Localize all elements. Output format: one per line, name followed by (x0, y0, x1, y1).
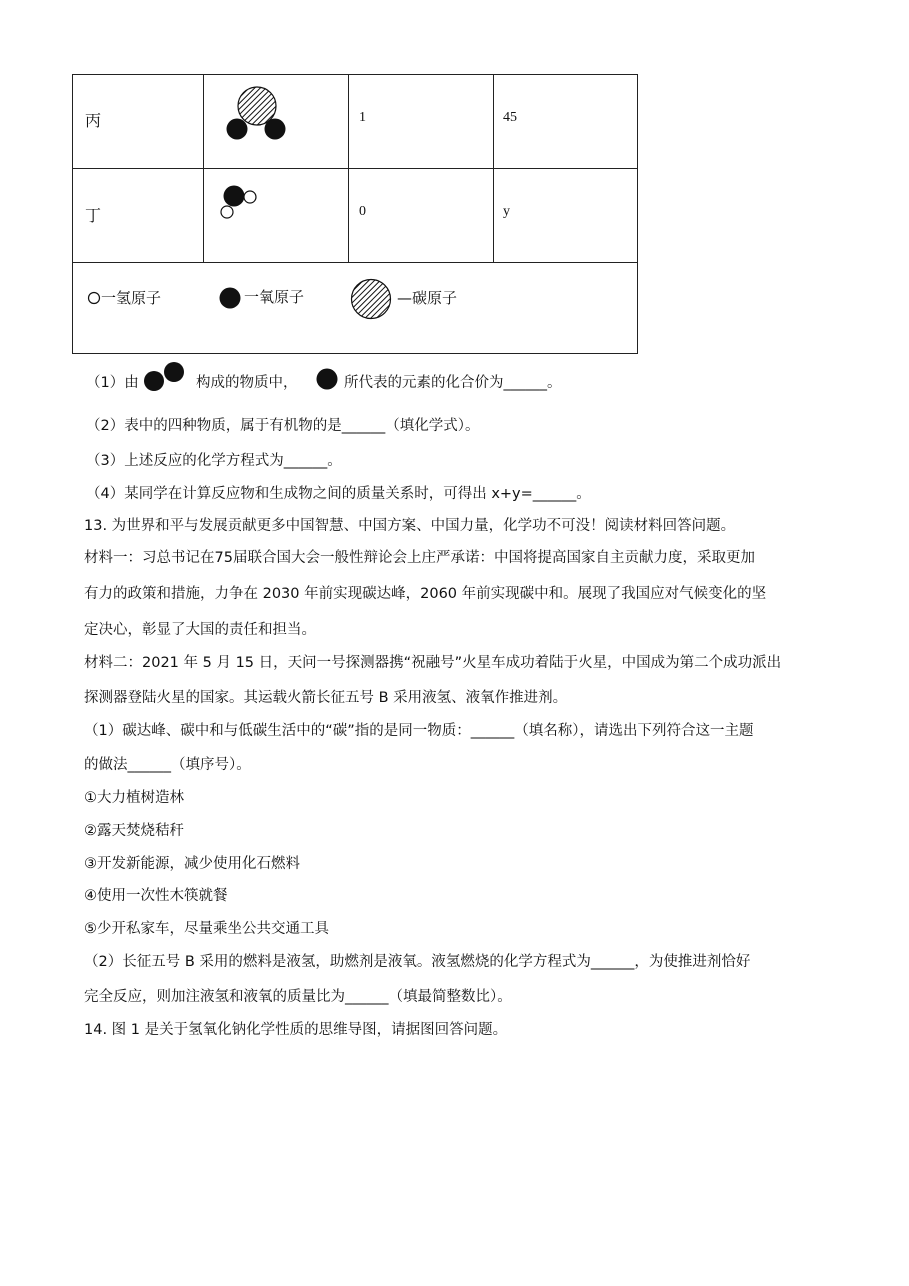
row-name-bing: 丙 (85, 111, 102, 130)
carbon-atom-icon (349, 277, 393, 321)
table-row-divider (73, 262, 637, 263)
q13-sub2-line1: （2）长征五号 B 采用的燃料是液氢，助燃剂是液氧。液氢燃烧的化学方程式为______，为使推进剂恰好 (84, 954, 751, 970)
legend-carbon: —碳原子 (397, 289, 458, 307)
row-bing-col4: 45 (503, 110, 517, 125)
q13-sub1-line2: 的做法______（填序号）。 (84, 757, 251, 773)
q12-part3: （3）上述反应的化学方程式为______。 (86, 453, 342, 469)
q14-title: 14. 图 1 是关于氢氧化钠化学性质的思维导图，请据图回答问题。 (84, 1022, 508, 1038)
oxygen-molecule-icon (143, 360, 187, 394)
oxygen-atom-inline-icon (316, 368, 340, 392)
row-bing-col3: 1 (359, 110, 366, 125)
q12-part1-suffix: 所代表的元素的化合价为______。 (344, 375, 562, 391)
row-ding-col3: 0 (359, 204, 366, 219)
oxygen-atom-icon (218, 286, 242, 310)
legend-hydrogen: 一氢原子 (101, 289, 162, 307)
q12-part1-prefix: （1）由 (86, 375, 139, 391)
table-col-divider (348, 75, 349, 262)
q13-material1-line1: 材料一：习总书记在75届联合国大会一般性辩论会上庄严承诺：中国将提高国家自主贡献力度，采取更加 (84, 550, 755, 566)
q13-option-4: ④使用一次性木筷就餐 (84, 888, 228, 904)
table-row-divider (73, 168, 637, 169)
q13-title: 13. 为世界和平与发展贡献更多中国智慧、中国方案、中国力量，化学功不可没！阅读材料回答问题。 (84, 518, 736, 534)
q12-part1-middle: 构成的物质中， (196, 375, 298, 391)
q13-option-2: ②露天焚烧秸秆 (84, 823, 184, 839)
q13-sub2-line2: 完全反应，则加注液氢和液氧的质量比为______（填最简整数比）。 (84, 989, 512, 1005)
q13-option-5: ⑤少开私家车，尽量乘坐公共交通工具 (84, 921, 329, 937)
molecule-table (72, 74, 638, 354)
q13-option-3: ③开发新能源，减少使用化石燃料 (84, 856, 300, 872)
hydrogen-atom-icon (87, 291, 101, 305)
q13-sub1-line1: （1）碳达峰、碳中和与低碳生活中的“碳”指的是同一物质：______（填名称），请选出下列符合这一主题 (84, 723, 754, 739)
carbon-dioxide-molecule-icon (223, 85, 293, 145)
table-col-divider (203, 75, 204, 262)
row-ding-col4: y (503, 204, 510, 219)
q13-option-1: ①大力植树造林 (84, 790, 184, 806)
q12-part4: （4）某同学在计算反应物和生成物之间的质量关系时，可得出 x+y=______。 (86, 486, 591, 502)
q13-material1-line3: 定决心，彰显了大国的责任和担当。 (84, 622, 316, 638)
q13-material2-line1: 材料二：2021 年 5 月 15 日，天问一号探测器携“祝融号”火星车成功着陆于火星，中国成为第二个成功派出 (84, 655, 782, 671)
q13-material2-line2: 探测器登陆火星的国家。其运载火箭长征五号 B 采用液氢、液氧作推进剂。 (84, 690, 568, 706)
q12-part2: （2）表中的四种物质，属于有机物的是______（填化学式）。 (86, 418, 480, 434)
row-name-ding: 丁 (85, 206, 102, 225)
legend-oxygen: 一氧原子 (244, 288, 305, 306)
q13-material1-line2: 有力的政策和措施，力争在 2030 年前实现碳达峰，2060 年前实现碳中和。展现了我国应对气候变化的坚 (84, 586, 767, 602)
water-molecule-icon (218, 183, 258, 223)
table-col-divider (493, 75, 494, 262)
